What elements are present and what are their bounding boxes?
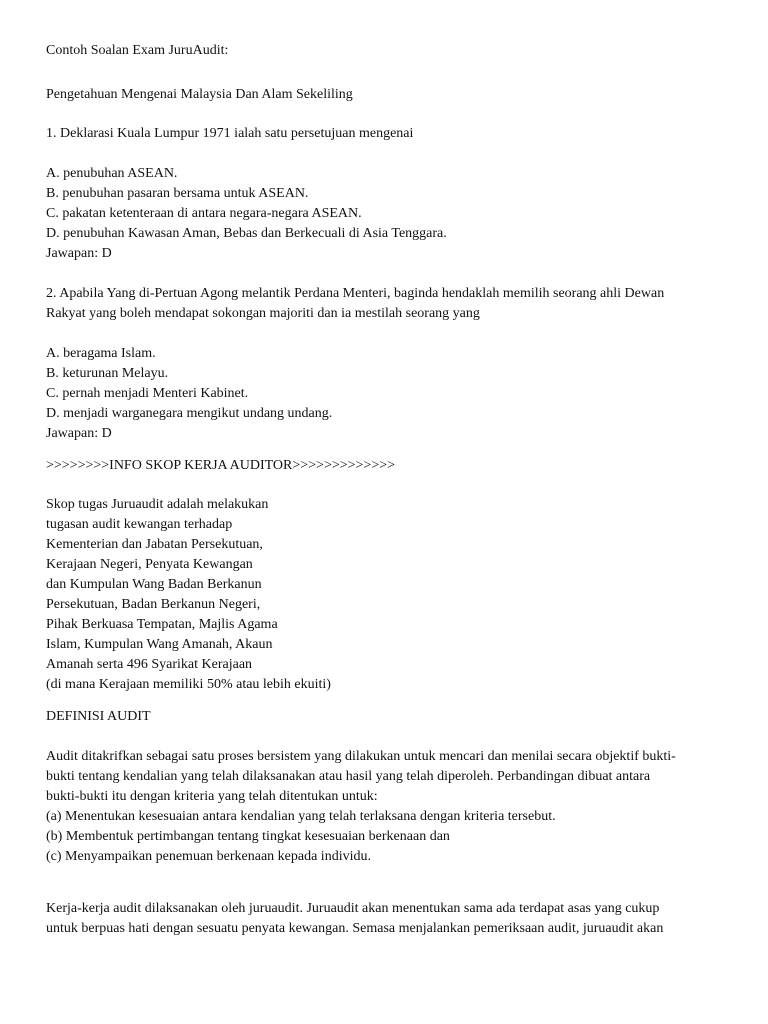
question-1-option-c: C. pakatan ketenteraan di antara negara-negara ASEAN. [46, 206, 362, 221]
definition-line: Audit ditakrifkan sebagai satu proses bersistem yang dilakukan untuk mencari dan menilai secara objektif bukti- [46, 749, 676, 764]
definition-heading-text: DEFINISI AUDIT [46, 709, 151, 724]
question-2-option-a: A. beragama Islam. [46, 346, 156, 361]
question-1-answer: Jawapan: D [46, 246, 112, 261]
document-title [46, 41, 736, 61]
section-heading-text: Pengetahuan Mengenai Malaysia Dan Alam Sekeliling [46, 87, 353, 102]
scope-line: Skop tugas Juruaudit adalah melakukan [46, 497, 269, 512]
audit-work-line: untuk berpuas hati dengan sesuatu penyata kewangan. Semasa menjalankan pemeriksaan audit, juruaudit akan [46, 921, 664, 936]
definition-line: bukti tentang kendalian yang telah dilaksanakan atau hasil yang telah diperoleh. Perbandingan dibuat antara [46, 769, 651, 784]
definition-heading [46, 707, 736, 727]
question-2 [46, 284, 736, 324]
scope-paragraph [46, 495, 736, 695]
info-banner-text: >>>>>>>>INFO SKOP KERJA AUDITOR>>>>>>>>>>>>> [46, 458, 396, 473]
scope-line: Kerajaan Negeri, Penyata Kewangan [46, 557, 253, 572]
question-2-options [46, 344, 736, 444]
question-1-options [46, 164, 736, 264]
definition-line: bukti-bukti itu dengan kriteria yang telah ditentukan untuk: [46, 789, 378, 804]
question-2-answer: Jawapan: D [46, 426, 112, 441]
scope-line: Amanah serta 496 Syarikat Kerajaan [46, 657, 253, 672]
section-heading [46, 85, 736, 105]
scope-line: Persekutuan, Badan Berkanun Negeri, [46, 597, 261, 612]
scope-line: Pihak Berkuasa Tempatan, Majlis Agama [46, 617, 278, 632]
question-2-option-c: C. pernah menjadi Menteri Kabinet. [46, 386, 249, 401]
question-2-option-d: D. menjadi warganegara mengikut undang undang. [46, 406, 333, 421]
scope-line: tugasan audit kewangan terhadap [46, 517, 233, 532]
definition-line: (b) Membentuk pertimbangan tentang tingkat kesesuaian berkenaan dan [46, 829, 450, 844]
definition-line: (c) Menyampaikan penemuan berkenaan kepada individu. [46, 849, 371, 864]
scope-line: dan Kumpulan Wang Badan Berkanun [46, 577, 262, 592]
audit-work-line: Kerja-kerja audit dilaksanakan oleh juruaudit. Juruaudit akan menentukan sama ada terdapat asas yang cukup [46, 901, 660, 916]
scope-line: Kementerian dan Jabatan Persekutuan, [46, 537, 263, 552]
question-1-option-d: D. penubuhan Kawasan Aman, Bebas dan Berkecuali di Asia Tenggara. [46, 226, 447, 241]
definition-paragraph [46, 747, 736, 867]
question-1-option-a: A. penubuhan ASEAN. [46, 166, 178, 181]
document-title-text: Contoh Soalan Exam JuruAudit: [46, 43, 229, 58]
scope-line: Islam, Kumpulan Wang Amanah, Akaun [46, 637, 273, 652]
question-2-text-line-1: 2. Apabila Yang di-Pertuan Agong melantik Perdana Menteri, baginda hendaklah memilih seorang ahli Dewan [46, 286, 665, 301]
question-2-text-line-2: Rakyat yang boleh mendapat sokongan majoriti dan ia mestilah seorang yang [46, 306, 480, 321]
question-1 [46, 124, 736, 144]
question-2-option-b: B. keturunan Melayu. [46, 366, 169, 381]
info-banner [46, 456, 736, 476]
question-1-option-b: B. penubuhan pasaran bersama untuk ASEAN. [46, 186, 309, 201]
question-1-text: 1. Deklarasi Kuala Lumpur 1971 ialah satu persetujuan mengenai [46, 126, 414, 141]
scope-line: (di mana Kerajaan memiliki 50% atau lebih ekuiti) [46, 677, 331, 692]
definition-line: (a) Menentukan kesesuaian antara kendalian yang telah terlaksana dengan kriteria tersebut. [46, 809, 556, 824]
audit-work-paragraph [46, 899, 736, 939]
